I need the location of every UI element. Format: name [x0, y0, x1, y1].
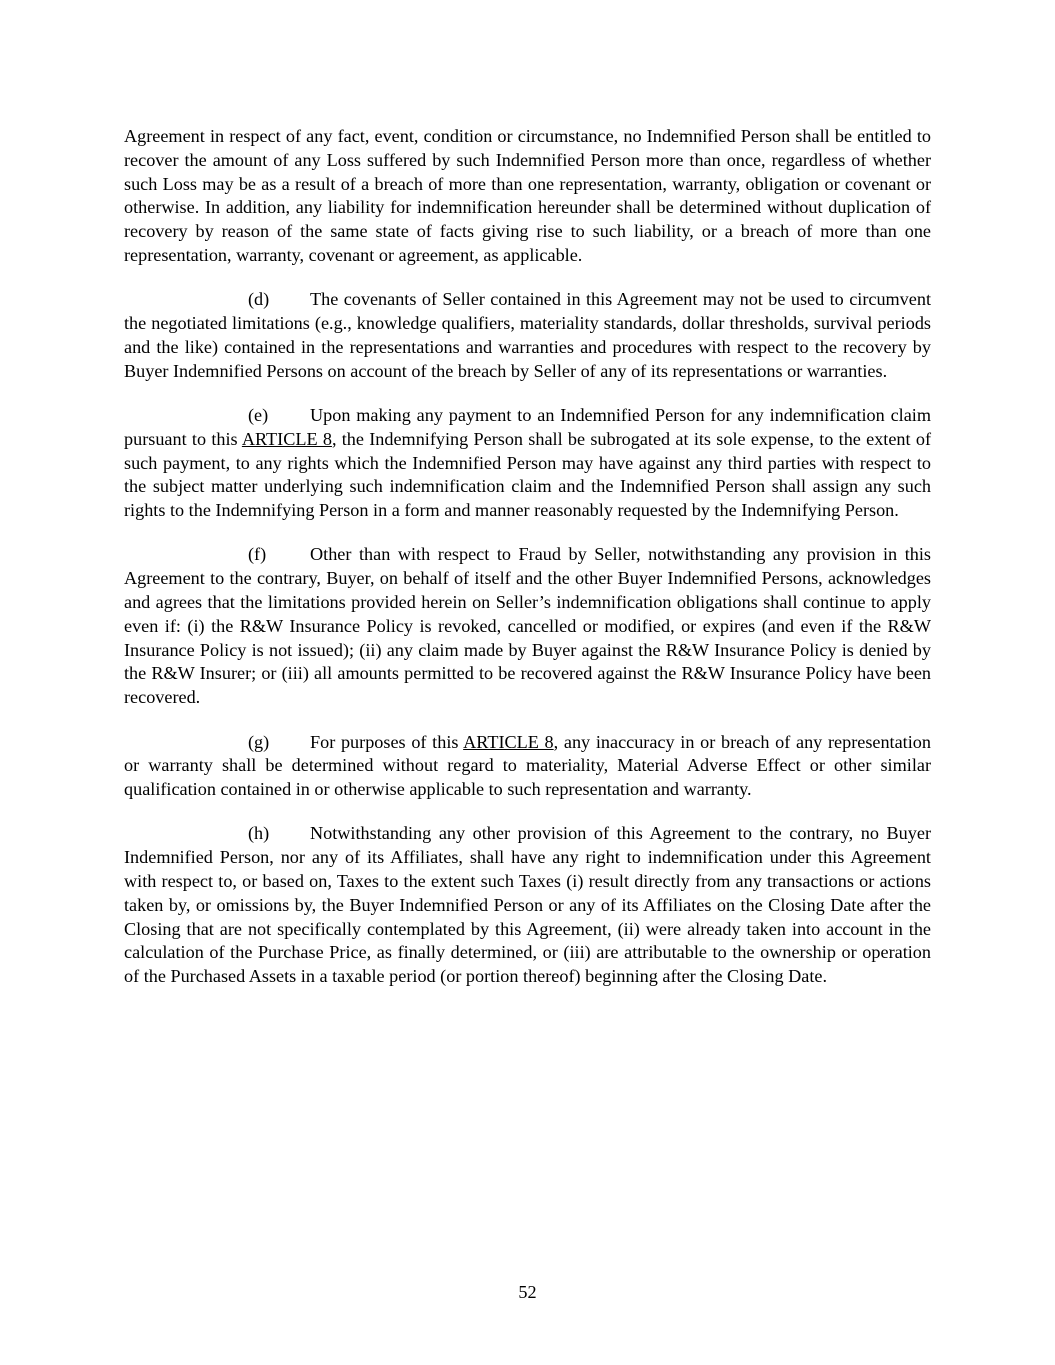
paragraph-text: The covenants of Seller contained in this Agreement may not be used to circumvent the negotiated limitations (e.g., knowledge qualifiers, materiality standards, dollar thresholds, survival periods and the like) contained in the representations and warranties and procedures with respect to the recovery by Buyer Indemnified Persons on account of the breach by Seller of any of its representations or warranties. [124, 289, 931, 381]
article-reference: ARTICLE 8 [463, 731, 554, 752]
paragraph-text-after: , any inaccuracy in or breach of any representation or warranty shall be determined without regard to materiality, Material Adverse Effect or other similar qualification contained in or otherwise applicable to such representation and warranty. [124, 731, 931, 800]
document-page [124, 125, 931, 1010]
paragraph-label: (g) [248, 731, 270, 752]
paragraph-text-before: For purposes of this [310, 731, 464, 752]
paragraph-text: Other than with respect to Fraud by Seller, notwithstanding any provision in this Agreement to the contrary, Buyer, on behalf of itself and the other Buyer Indemnified Persons, acknowledges and agrees that the limitations provided herein on Seller’s indemnification obligations shall continue to apply even if: (i) the R&W Insurance Policy is revoked, cancelled or modified, or expires (and even if the R&W Insurance Policy is not issued); (ii) any claim made by Buyer against the R&W Insurance Policy is denied by the R&W Insurer; or (iii) all amounts permitted to be recovered against the R&W Insurance Policy have been recovered. [124, 544, 931, 708]
paragraph-h [124, 822, 931, 989]
paragraph-c-continued [124, 125, 931, 268]
paragraph-label: (e) [248, 404, 269, 425]
paragraph-label: (f) [248, 544, 267, 565]
paragraph-d [124, 288, 931, 383]
paragraph-text: Notwithstanding any other provision of this Agreement to the contrary, no Buyer Indemnified Person, nor any of its Affiliates, shall have any right to indemnification under this Agreement with respect to, or based on, Taxes to the extent such Taxes (i) result directly from any transactions or actions taken by, or omissions by, the Buyer Indemnified Person or any of its Affiliates on the Closing Date after the Closing that are not specifically contemplated by this Agreement, (ii) were already taken into account in the calculation of the Purchase Price, as finally determined, or (iii) are attributable to the ownership or operation of the Purchased Assets in a taxable period (or portion thereof) beginning after the Closing Date. [124, 823, 931, 987]
paragraph-g [124, 731, 931, 802]
article-reference: ARTICLE 8 [241, 428, 332, 449]
paragraph-f [124, 543, 931, 710]
paragraph-text-after: , the Indemnifying Person shall be subrogated at its sole expense, to the extent of such payment, to any rights which the Indemnified Person may have against any third parties with respect to the subject matter underlying such indemnification claim and the Indemnified Person shall assign any such rights to the Indemnifying Person in a form and manner reasonably requested by the Indemnifying Person. [124, 428, 931, 521]
paragraph-label: (h) [248, 823, 270, 844]
paragraph-e [124, 404, 931, 523]
paragraph-text: Agreement in respect of any fact, event, condition or circumstance, no Indemnified Person shall be entitled to recover the amount of any Loss suffered by such Indemnified Person more than once, regardless of whether such Loss may be as a result of a breach of more than one representation, warranty, obligation or covenant or otherwise. In addition, any liability for indemnification hereunder shall be determined without duplication of recovery by reason of the same state of facts giving rise to such liability, or a breach of more than one representation, warranty, covenant or agreement, as applicable. [124, 126, 931, 265]
paragraph-text-before: Upon making any payment to an Indemnified Person for any indemnification claim pursuant to this [124, 404, 931, 449]
page-number: 52 [518, 1282, 537, 1302]
paragraph-label: (d) [248, 289, 270, 310]
